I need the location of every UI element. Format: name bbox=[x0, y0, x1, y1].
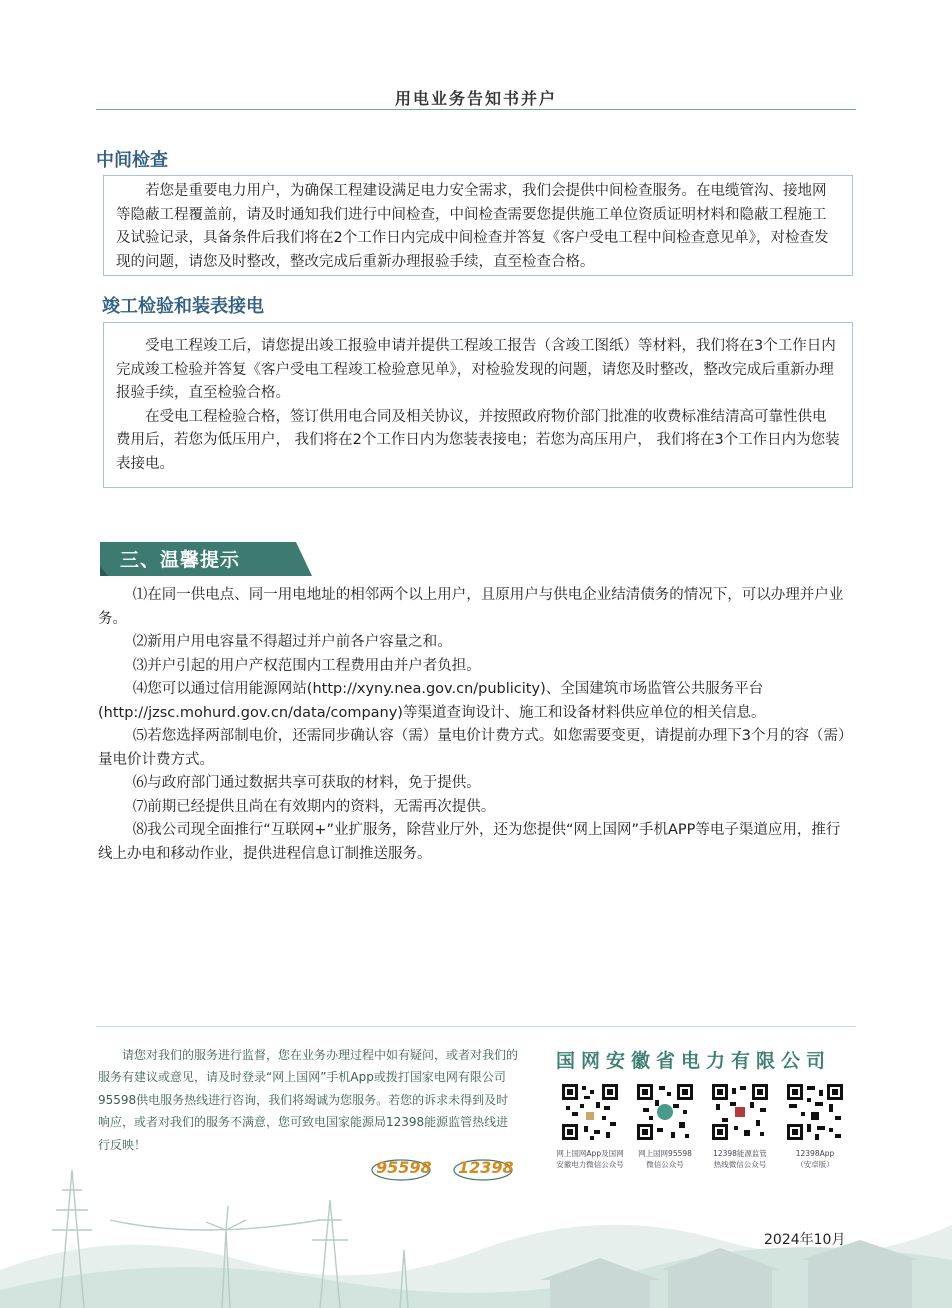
qr-caption-line1: 12398能源监管 bbox=[713, 1149, 767, 1158]
tip-item-3: ⑶并户引起的用户产权范围内工程费用由并户者负担。 bbox=[132, 657, 481, 674]
tip-item-4: ⑷您可以通过信用能源网站(http://xyny.nea.gov.cn/publicity)、全国建筑市场监管公共服务平台(http://jzsc.mohurd.gov.cn/data/company)等渠道查询设计、施工和设备材料供应单位的相关信息。 bbox=[98, 681, 766, 721]
qr-code-app[interactable] bbox=[552, 1082, 628, 1170]
hotline-logo-95598: 95598 bbox=[376, 1158, 432, 1177]
tips-list bbox=[98, 584, 854, 866]
section-title-midcheck: 中间检查 bbox=[96, 150, 168, 171]
qr-caption-line2: 安徽电力微信公众号 bbox=[556, 1160, 624, 1169]
tip-item-5: ⑸若您选择两部制电价，还需同步确认容（需）量电价计费方式。如您需要变更，请提前办理下3个月的容（需）量电价计费方式。 bbox=[98, 728, 853, 768]
qr-code-12398-app[interactable] bbox=[777, 1082, 853, 1170]
tips-title: 三、温馨提示 bbox=[120, 549, 241, 571]
document-date: 2024年10月 bbox=[764, 1232, 846, 1248]
page-header-title: 用电业务告知书并户 bbox=[394, 89, 557, 108]
qr-caption-line1: 网上国网95598 bbox=[638, 1149, 692, 1158]
footer-notice: 请您对我们的服务进行监督，您在业务办理过程中如有疑问，或者对我们的服务有建议或意见，请及时登录“网上国网”手机App或拨打国家电网有限公司95598供电服务热线进行咨询，我们将竭诚为您服务。若您的诉求未得到及时响应，或者对我们的服务不满意，您可致电国家能源局12398能源监管热线进行反映！ bbox=[98, 1048, 519, 1152]
midcheck-paragraph: 若您是重要电力用户，为确保工程建设满足电力安全需求，我们会提供中间检查服务。在电缆管沟、接地网等隐蔽工程覆盖前，请及时通知我们进行中间检查，中间检查需要您提供施工单位资质证明材料和隐蔽工程施工及试验记录，具备条件后我们将在2个工作日内完成中间检查并答复《客户受电工程中间检查意见单》，对检查发现的问题，请您及时整改，整改完成后重新办理报验手续，直至检查合格。 bbox=[116, 183, 829, 270]
tip-item-7: ⑺前期已经提供且尚在有效期内的资料，无需再次提供。 bbox=[132, 798, 496, 815]
completion-paragraph-2: 在受电工程检验合格，签订供用电合同及相关协议，并按照政府物价部门批准的收费标准结清高可靠性供电费用后，若您为低压用户， 我们将在2个工作日内为您装表接电；若您为高压用户， 我们将在3个工作日内为您装表接电。 bbox=[116, 408, 840, 472]
qr-code-icon bbox=[635, 1082, 695, 1142]
qr-code-12398-wechat[interactable] bbox=[702, 1082, 778, 1170]
section-title-completion: 竣工检验和装表接电 bbox=[102, 296, 264, 317]
tip-item-2: ⑵新用户用电容量不得超过并户前各户容量之和。 bbox=[132, 634, 452, 650]
company-name: 国网安徽省电力有限公司 bbox=[556, 1050, 832, 1072]
qr-code-icon bbox=[710, 1082, 770, 1142]
qr-code-icon bbox=[785, 1082, 845, 1142]
tip-item-6: ⑹与政府部门通过数据共享可获取的材料，免于提供。 bbox=[132, 775, 481, 791]
footer-divider bbox=[96, 1026, 856, 1027]
tip-item-1: ⑴在同一供电点、同一用电地址的相邻两个以上用户，且原用户与供电企业结清债务的情况下，可以办理并户业务。 bbox=[98, 587, 844, 627]
qr-caption-line2: （安卓版） bbox=[796, 1160, 834, 1169]
tip-item-8: ⑻我公司现全面推行“互联网+”业扩服务，除营业厅外，还为您提供“网上国网”手机APP等电子渠道应用，推行线上办电和移动作业，提供进程信息订制推送服务。 bbox=[98, 822, 841, 862]
completion-box bbox=[103, 322, 853, 488]
qr-caption-line1: 12398App bbox=[795, 1149, 835, 1158]
header-divider bbox=[96, 109, 856, 110]
hotline-logo-12398: 12398 bbox=[458, 1158, 514, 1177]
completion-paragraph-1: 受电工程竣工后，请您提出竣工报验申请并提供工程竣工报告（含竣工图纸）等材料，我们将在3个工作日内完成竣工检验并答复《客户受电工程竣工检验意见单》，对检验发现的问题，请您及时整改，整改完成后重新办理报验手续，直至检验合格。 bbox=[116, 338, 836, 401]
midcheck-box bbox=[103, 175, 853, 276]
qr-caption-line1: 网上国网App及国网 bbox=[556, 1149, 624, 1158]
qr-code-icon bbox=[560, 1082, 620, 1142]
qr-caption-line2: 微信公众号 bbox=[646, 1160, 684, 1169]
qr-caption-line2: 热线微信公众号 bbox=[713, 1160, 767, 1169]
qr-code-95598[interactable] bbox=[627, 1082, 703, 1170]
